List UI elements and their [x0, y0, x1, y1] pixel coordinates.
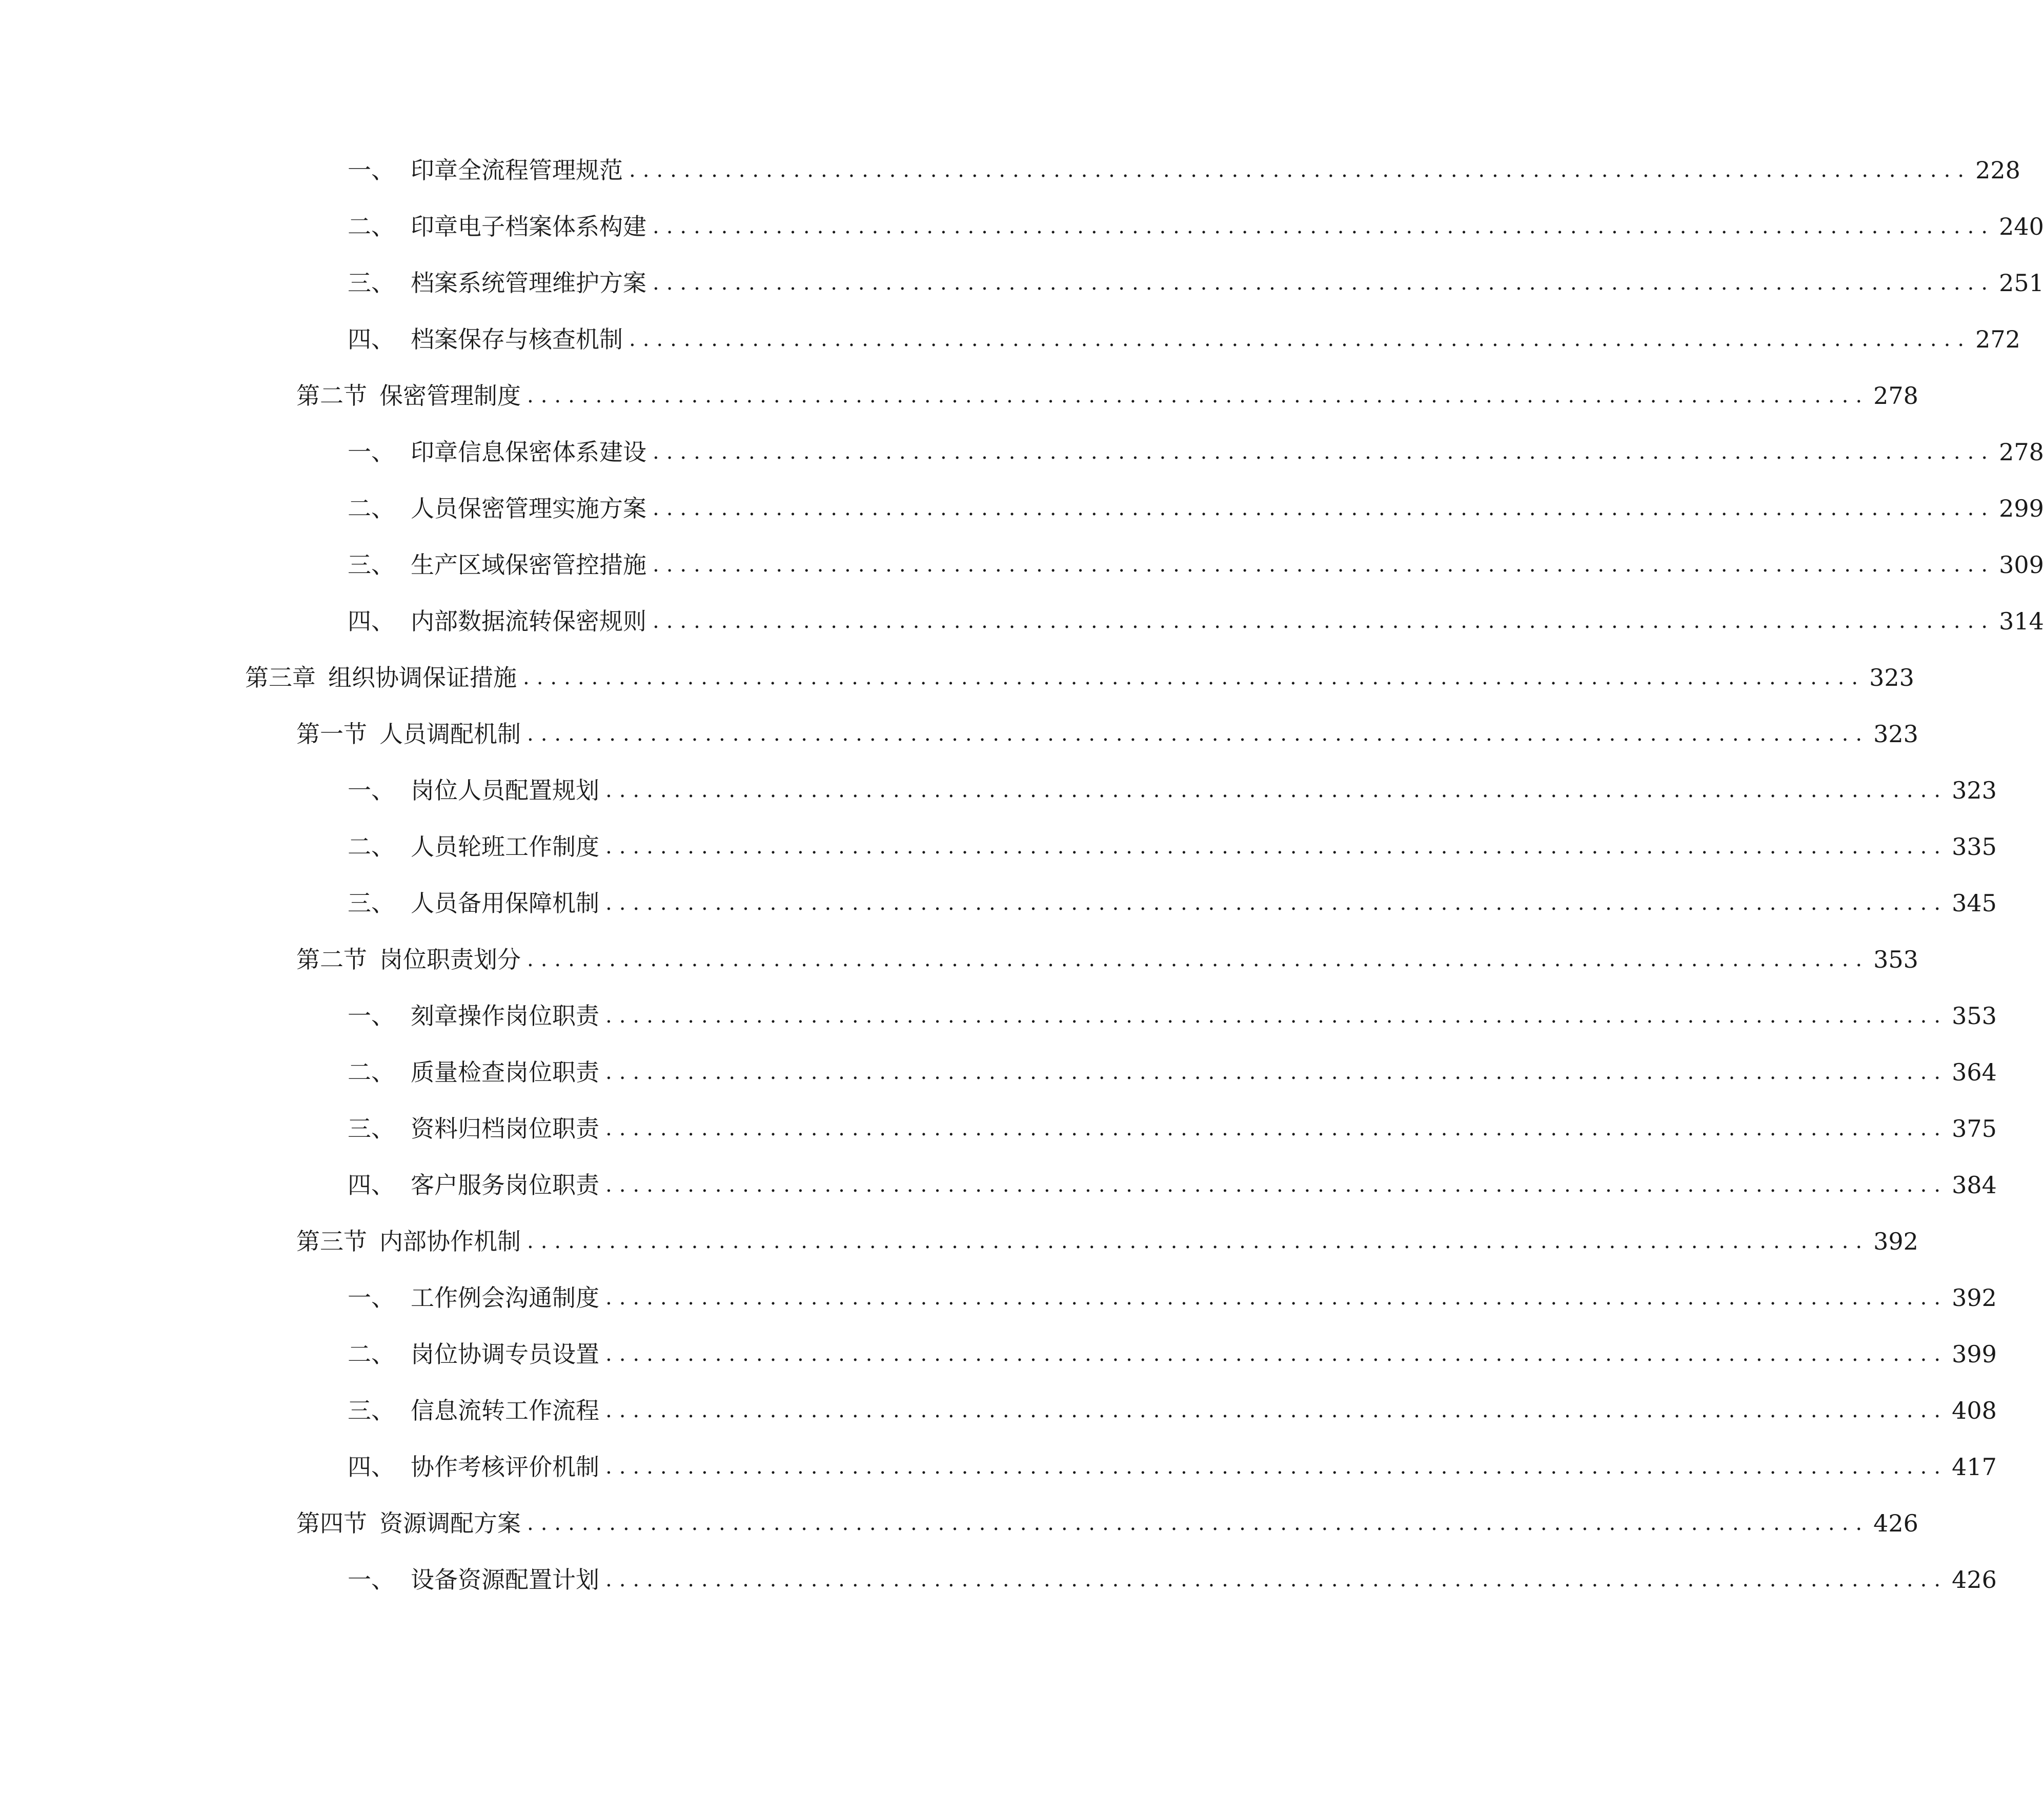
dot-leader: ..................................................................................................	[605, 1173, 1948, 1197]
dot-leader: ..................................................................................................	[629, 328, 1972, 351]
dot-leader: ..................................................................................................	[527, 1230, 1870, 1253]
toc-entry-page: 353	[1873, 946, 1918, 973]
dot-leader: ..................................................................................................	[527, 948, 1870, 971]
toc-entry-title: 岗位协调专员设置	[411, 1340, 599, 1368]
toc-entry[interactable]	[348, 149, 2020, 192]
toc-entry-number: 四、	[348, 607, 395, 635]
dot-leader: ..................................................................................................	[605, 779, 1948, 802]
toc-entry-title: 客户服务岗位职责	[411, 1171, 599, 1199]
toc-entry-title: 印章电子档案体系构建	[411, 213, 646, 240]
dot-leader: ..................................................................................................	[629, 158, 1972, 182]
dot-leader: ..................................................................................................	[605, 1117, 1948, 1140]
dot-leader: ..................................................................................................	[605, 1004, 1948, 1028]
toc-entry-title: 信息流转工作流程	[411, 1397, 599, 1424]
toc-entry-page: 309	[1999, 551, 2044, 579]
toc-entry[interactable]	[245, 656, 1914, 699]
toc-entry-page: 228	[1975, 156, 2020, 184]
dot-leader: ..................................................................................................	[605, 1399, 1948, 1422]
toc-entry-number: 三、	[348, 1115, 395, 1142]
toc-entry-page: 278	[1999, 438, 2044, 466]
toc-entry-page: 375	[1952, 1115, 1997, 1142]
toc-entry-number: 四、	[348, 325, 395, 353]
toc-entry-page: 299	[1999, 495, 2044, 522]
toc-entry[interactable]	[348, 1445, 1997, 1488]
dot-leader: ..................................................................................................	[653, 609, 1995, 633]
toc-entry-page: 278	[1873, 382, 1918, 410]
toc-entry[interactable]	[348, 1163, 1997, 1207]
toc-entry[interactable]	[296, 938, 1918, 981]
toc-entry-page: 323	[1873, 720, 1918, 748]
toc-entry-number: 三、	[348, 889, 395, 917]
toc-entry-page: 426	[1873, 1509, 1918, 1537]
toc-entry-page: 353	[1952, 1002, 1997, 1030]
toc-entry-title: 人员轮班工作制度	[411, 833, 599, 861]
toc-entry-title: 印章信息保密体系建设	[411, 438, 646, 466]
toc-entry[interactable]	[348, 1107, 1997, 1150]
toc-entry[interactable]	[348, 1276, 1997, 1319]
toc-entry[interactable]	[348, 825, 1997, 868]
toc-entry[interactable]	[348, 882, 1997, 925]
dot-leader: ..................................................................................................	[605, 1286, 1948, 1310]
toc-entry-page: 335	[1952, 833, 1997, 861]
toc-entry-number: 一、	[348, 1002, 395, 1030]
dot-leader: ..................................................................................................	[653, 271, 1995, 295]
toc-entry[interactable]	[348, 261, 2044, 304]
toc-entry-title: 工作例会沟通制度	[411, 1284, 599, 1312]
toc-entry-number: 三、	[348, 1397, 395, 1424]
toc-entry[interactable]	[296, 1220, 1918, 1263]
dot-leader: ..................................................................................................	[605, 1568, 1948, 1591]
toc-entry[interactable]	[348, 205, 2044, 248]
toc-entry-number: 三、	[348, 551, 395, 579]
toc-entry[interactable]	[348, 994, 1997, 1037]
toc-entry-number: 第二节	[296, 946, 367, 973]
toc-entry-number: 四、	[348, 1171, 395, 1199]
toc-entry[interactable]	[348, 600, 2044, 643]
dot-leader: ..................................................................................................	[605, 1455, 1948, 1479]
toc-entry-page: 345	[1952, 889, 1997, 917]
toc-entry-page: 392	[1873, 1228, 1918, 1255]
dot-leader: ..................................................................................................	[527, 722, 1870, 746]
toc-entry-title: 印章全流程管理规范	[411, 156, 623, 184]
dot-leader: ..................................................................................................	[653, 215, 1995, 238]
toc-entry-page: 408	[1952, 1397, 1997, 1424]
toc-entry[interactable]	[348, 1389, 1997, 1432]
toc-entry[interactable]	[348, 1051, 1997, 1094]
toc-entry-title: 设备资源配置计划	[411, 1566, 599, 1593]
toc-entry-number: 一、	[348, 777, 395, 804]
toc-entry-title: 资料归档岗位职责	[411, 1115, 599, 1142]
dot-leader: ..................................................................................................	[605, 835, 1948, 859]
toc-entry-page: 323	[1869, 664, 1914, 691]
toc-entry-number: 一、	[348, 156, 395, 184]
toc-entry-number: 第一节	[296, 720, 367, 748]
toc-entry-page: 314	[1999, 607, 2044, 635]
dot-leader: ..................................................................................................	[653, 553, 1995, 577]
toc-entry-page: 323	[1952, 777, 1997, 804]
toc-entry-title: 档案保存与核查机制	[411, 325, 623, 353]
toc-entry-title: 内部协作机制	[379, 1228, 521, 1255]
dot-leader: ..................................................................................................	[605, 1060, 1948, 1084]
toc-entry-page: 272	[1975, 325, 2020, 353]
dot-leader: ..................................................................................................	[527, 384, 1870, 407]
toc-entry-number: 一、	[348, 1566, 395, 1593]
toc-entry-title: 人员备用保障机制	[411, 889, 599, 917]
toc-entry[interactable]	[348, 1333, 1997, 1376]
toc-entry-page: 384	[1952, 1171, 1997, 1199]
toc-entry-title: 岗位职责划分	[379, 946, 521, 973]
toc-entry-page: 251	[1999, 269, 2044, 297]
toc-entry-number: 二、	[348, 1340, 395, 1368]
toc-entry-number: 一、	[348, 1284, 395, 1312]
dot-leader: ..................................................................................................	[605, 891, 1948, 915]
toc-entry-number: 三、	[348, 269, 395, 297]
toc-entry-title: 人员调配机制	[379, 720, 521, 748]
toc-entry-number: 一、	[348, 438, 395, 466]
toc-entry-number: 第三节	[296, 1228, 367, 1255]
toc-entry[interactable]	[296, 1502, 1918, 1545]
toc-entry[interactable]	[348, 487, 2044, 530]
dot-leader: ..................................................................................................	[527, 1511, 1870, 1535]
toc-entry-page: 364	[1952, 1058, 1997, 1086]
dot-leader: ..................................................................................................	[653, 440, 1995, 464]
toc-entry-title: 刻章操作岗位职责	[411, 1002, 599, 1030]
toc-entry-page: 240	[1999, 213, 2044, 240]
toc-entry-number: 二、	[348, 1058, 395, 1086]
toc-entry[interactable]	[348, 769, 1997, 812]
toc-entry-number: 第二节	[296, 382, 367, 410]
toc-entry-number: 第四节	[296, 1509, 367, 1537]
toc-entry-number: 二、	[348, 833, 395, 861]
toc-entry-title: 保密管理制度	[379, 382, 521, 410]
toc-entry-number: 二、	[348, 495, 395, 522]
toc-entry-title: 生产区域保密管控措施	[411, 551, 646, 579]
toc-entry-title: 资源调配方案	[379, 1509, 521, 1537]
toc-entry-number: 第三章	[245, 664, 316, 691]
toc-entry-number: 四、	[348, 1453, 395, 1481]
toc-entry-title: 质量检查岗位职责	[411, 1058, 599, 1086]
toc-entry-title: 组织协调保证措施	[328, 664, 517, 691]
toc-entry-title: 档案系统管理维护方案	[411, 269, 646, 297]
toc-entry-page: 417	[1952, 1453, 1997, 1481]
toc-entry[interactable]	[348, 431, 2044, 474]
dot-leader: ..................................................................................................	[605, 1342, 1948, 1366]
toc-entry-page: 392	[1952, 1284, 1997, 1312]
toc-entry[interactable]	[348, 543, 2044, 586]
toc-entry-page: 426	[1952, 1566, 1997, 1593]
toc-entry-title: 人员保密管理实施方案	[411, 495, 646, 522]
toc-entry[interactable]	[348, 1558, 1997, 1601]
toc-entry-title: 岗位人员配置规划	[411, 777, 599, 804]
toc-entry-number: 二、	[348, 213, 395, 240]
toc-entry-title: 内部数据流转保密规则	[411, 607, 646, 635]
toc-entry[interactable]	[296, 374, 1918, 417]
toc-entry-title: 协作考核评价机制	[411, 1453, 599, 1481]
toc-entry-page: 399	[1952, 1340, 1997, 1368]
dot-leader: ..................................................................................................	[653, 497, 1995, 520]
toc-entry[interactable]	[348, 318, 2020, 361]
toc-entry[interactable]	[296, 712, 1918, 755]
dot-leader: ..................................................................................................	[523, 666, 1866, 689]
